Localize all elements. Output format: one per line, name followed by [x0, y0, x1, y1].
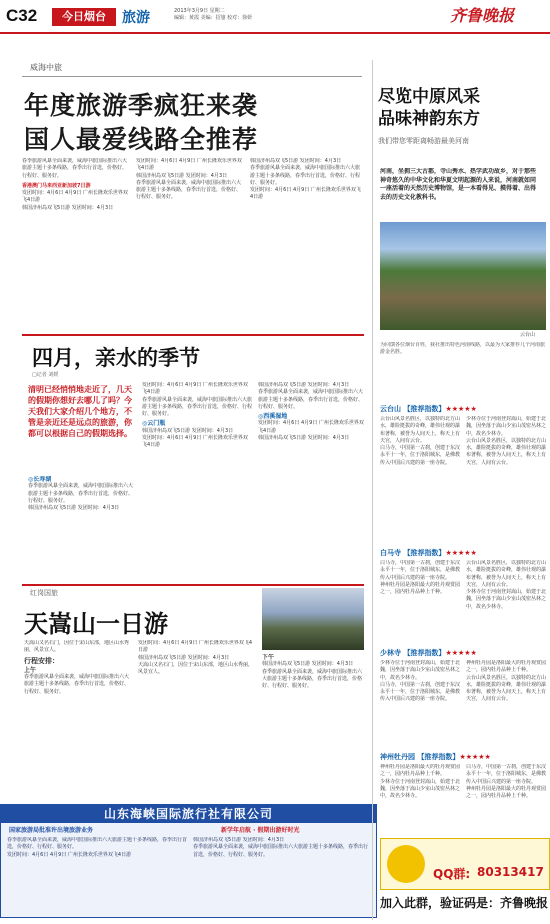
right-feature-header — [378, 86, 538, 146]
newspaper-logo: 齐鲁晚报 — [450, 6, 515, 25]
column-text: 白马寺，中国第一古刹，创建于东汉永平十一年，位于洛阳城东，是佛教传入中国后兴建的第一座寺院。 — [380, 560, 460, 581]
star-icons: ★★★★★ — [445, 649, 477, 657]
rating-tag: 【推荐指数】 — [403, 649, 446, 657]
column-text: 发团时间：4月6日 4月9日 广州长隆欢乐世界双飞4日游 — [258, 420, 364, 434]
column-text: 神州牡丹园是洛阳最大的牡丹观赏园之一，园内牡丹品种上千种。 — [466, 785, 546, 800]
column-text: 春季旅游风暴全面来袭，威海中旅国际推出六大旅游主题十多条线路，春季出行首选，价格好、行程好、服务好。 — [22, 158, 128, 179]
column-text: 春季旅游风暴全面来袭，威海中旅国际推出六大旅游主题十多条线路，春季出行首选，价格好、行程好、服务好。 — [262, 668, 363, 690]
baima-text-1 — [380, 560, 460, 642]
subsection-label: 旅游 — [122, 10, 150, 26]
ad-text: 春季旅游风暴全面来袭，威海中旅国际推出六大旅游主题十多条线路，春季出行首选，价格好、行程好、服务好。 — [193, 844, 369, 858]
ad-text: 韩国济州岛双飞5日游 发团时间：4月3日 — [193, 837, 285, 843]
spot-name: 白马寺 — [380, 549, 401, 557]
date-line: 2013年3月9日 星期二 — [174, 8, 225, 14]
column-text: 天嵩山又名石门，因位于宋山东部，地区山水秀丽，风景宜人。 — [138, 661, 254, 676]
kicker-rule — [22, 76, 362, 77]
column-text: 韩国济州岛双飞5日游 发团时间：4月3日 — [138, 654, 230, 661]
star-icons: ★★★★★ — [445, 549, 477, 557]
column-text: 发团时间：4月6日 4月9日 广州长隆欢乐世界双飞4日游 — [142, 435, 248, 449]
ad-line: 新学年启航 · 假期出游好时光 — [221, 827, 300, 834]
column-text: 天嵩山又名石门，因位于宋山东部，地区山水秀丽，风景宜人。 — [24, 640, 130, 654]
column-text: 韩国济州岛双飞5日游 发团时间：4月3日 — [250, 158, 342, 164]
ad-subtitle: 国家旅游局批准许出境旅游业务 — [9, 827, 94, 834]
right-intro: 为回馈各位烟台百姓，我社推出特色河南线路，以最为大家推荐几个河南旅游金名胜。 — [380, 342, 546, 355]
section-divider — [22, 584, 364, 586]
ad-column-right — [193, 837, 371, 913]
right-title-line2: 品味神韵东方 — [378, 109, 480, 129]
ad-title: 山东海峡国际旅行社有限公司 — [1, 805, 376, 823]
section2-column-1 — [28, 476, 136, 576]
spot-name: 云台山 — [380, 405, 401, 413]
section3-column-1 — [24, 640, 132, 800]
column-text: 神州牡丹园是洛阳最大的牡丹观赏园之一，园内牡丹品种上千种。 — [380, 581, 460, 596]
rating-tag: 【推荐指数】 — [417, 753, 460, 761]
column-text: 神州牡丹园是洛阳最大的牡丹观赏园之一，园内牡丹品种上千种。 — [380, 764, 460, 778]
shaolin-text-2 — [466, 660, 546, 746]
yuntai-text-1 — [380, 416, 460, 542]
section-badge: 今日烟台 — [52, 8, 116, 26]
column-text: 白马寺，中国第一古刹，创建于东汉永平十一年，位于洛阳城东，是佛教传入中国后兴建的第一座寺院。 — [380, 681, 460, 703]
qq-number: 80313417 — [477, 865, 544, 879]
section2-column-3 — [258, 382, 366, 578]
ad-text: 发团时间：4月6日 4月9日 广州长隆欢乐世界双飞4日游 — [7, 851, 132, 858]
story-column-2 — [136, 158, 244, 330]
mudan-text-2 — [466, 764, 546, 834]
join-group-note: 加入此群，验证码是：齐鲁晚报 — [380, 896, 549, 910]
page-number: C32 — [6, 6, 38, 25]
header-meta — [174, 8, 284, 22]
column-text: 韩国济州岛双飞5日游 发团时间：4月3日 — [258, 435, 350, 442]
column-text: 云台山风景名胜区，以独特的北方山水，雄险挺拔的奇峰，雄伟壮观的瀑布著称，被誉为人间天上，称天上有天宫，人间有云台。 — [466, 674, 546, 703]
subhead: 行程安排： — [24, 656, 59, 665]
column-text: 韩国济州岛双飞5日游 发团时间：4月3日 — [22, 204, 114, 211]
column-text: 韩国济州岛双飞5日游 发团时间：4月3日 — [262, 661, 354, 668]
subhead: ◎西溪湿地 — [258, 413, 288, 421]
column-text: 发团时间：4月6日 4月9日 广州长隆欢乐世界双飞4日游 — [250, 187, 361, 201]
subhead: 下午 — [262, 654, 275, 661]
headline-line1: 年度旅游季疯狂来袭 — [24, 91, 259, 120]
byline: □记者 刘媛 — [32, 372, 59, 378]
column-text: 白马寺，中国第一古刹，创建于东汉永平十一年，位于洛阳城东，是佛教传入中国后兴建的第一座寺院。 — [466, 764, 546, 785]
yuntai-photo — [380, 222, 546, 330]
section-lead: 清明已经悄悄地走近了，几天的假期你想好去哪儿了吗？今天我们大家介绍几个地方，不管是亲近还是远点的旅游，你都可以根据自己的假期选择。 — [28, 385, 132, 438]
ad-text: 春季旅游风暴全面来袭，威海中旅国际推出六大旅游主题十多条线路，春季出行首选，价格好、行程好、服务好。 — [7, 837, 187, 851]
column-text: 春季旅游风暴全面来袭，威海中旅国际推出六大旅游主题十多条线路，春季出行首选，价格好、行程好、服务好。 — [142, 396, 252, 418]
yuntai-text-2 — [466, 416, 546, 542]
section3-column-3 — [262, 654, 366, 800]
shaolin-text-1 — [380, 660, 460, 746]
column-text: 云台山风景名胜区，以独特的北方山水，雄险挺拔的奇峰，雄伟壮观的瀑布著称，被誉为人间天上，称天上有天宫，人间有云台。 — [466, 560, 546, 588]
column-text: 少林寺位于河南登封嵩山，始建于北魏，因坐落于嵩山少室山茂密丛林之中，故名少林寺。 — [380, 660, 460, 681]
column-text: 发团时间：4月6日 4月9日 广州长隆欢乐世界双飞4日游 — [138, 640, 253, 654]
column-text: 发团时间：4月6日 4月9日 广州长隆欢乐世界双飞4日游 — [22, 190, 128, 204]
right-lead: 河南，坐拥三大古都，寺山秀水、热学武功故乡，对于那些神奇悠久的中华文化和华夏文明起源的人来说，河南就如同一座活着的天然历史博物馆，是一本看得见、摸得着、出得去的历史文化教科书。 — [380, 168, 537, 201]
rating-tag: 【推荐指数】 — [403, 405, 446, 413]
spot-name: 少林寺 — [380, 649, 401, 657]
column-text: 春季旅游风暴全面来袭，威海中旅国际推出六大旅游主题十多条线路，春季出行首选，价格好、行程好、服务好。 — [28, 483, 134, 504]
qq-label: QQ群: — [433, 867, 471, 881]
rating-mudan — [380, 752, 491, 762]
column-text: 发团时间：4月6日 4月9日 广州长隆欢乐世界双飞4日游 — [136, 158, 242, 172]
subhead: ◎云门瓶 — [142, 420, 166, 428]
subhead: 上午 — [24, 666, 37, 674]
photo-caption: 云台山 — [520, 332, 536, 338]
rating-shaolin — [380, 648, 477, 658]
mountain-photo — [262, 588, 364, 650]
subhead: ◎长寿湖 — [28, 476, 52, 483]
rating-tag: 【推荐指数】 — [403, 549, 446, 557]
page-header — [0, 0, 550, 34]
story-kicker: 威海中旅 — [30, 63, 62, 72]
promo-emblem-icon — [387, 845, 425, 883]
column-text: 白马寺，中国第一古刹，创建于东汉永平十一年，位于洛阳城东，是佛教传入中国后兴建的第一座寺院。 — [380, 445, 460, 466]
headline-line2: 国人最爱线路全推荐 — [24, 125, 259, 154]
story-column-1 — [22, 158, 130, 330]
column-text: 发团时间：4月6日 4月9日 广州长隆欢乐世界双飞4日游 — [142, 382, 248, 396]
travel-agency-ad — [0, 804, 377, 918]
column-text: 春季旅游风暴全面来袭，威海中旅国际推出六大旅游主题十多条线路，春季出行首选，价格好、行程好、服务好。 — [136, 179, 242, 201]
column-text: 少林寺位于河南登封嵩山，始建于北魏，因坐落于嵩山少室山茂密丛林之中，故名少林寺。 — [466, 589, 546, 610]
route-title: 香港澳门马来西亚新加坡7日游 — [22, 182, 91, 189]
column-text: 韩国济州岛双飞5日游 发团时间：4月3日 — [258, 382, 350, 388]
section3-column-2 — [138, 640, 256, 800]
column-text: 韩国济州岛双飞5日游 发团时间：4月3日 — [28, 505, 120, 512]
column-text: 韩国济州岛双飞5日游 发团时间：4月3日 — [136, 172, 228, 179]
story-column-3 — [250, 158, 362, 330]
mudan-text-1 — [380, 764, 460, 834]
column-text: 少林寺位于河南登封嵩山，始建于北魏，因坐落于嵩山少室山茂密丛林之中，故名少林寺。 — [380, 778, 460, 800]
column-text: 云台山风景名胜区，以独特的北方山水，雄险挺拔的奇峰，雄伟壮观的瀑布著称，被誉为人间天上，称天上有天宫，人间有云台。 — [380, 416, 460, 444]
rating-yuntai — [380, 404, 477, 414]
right-title-line1: 尽览中原风采 — [378, 87, 480, 107]
section-title: 四月，亲水的季节 — [32, 346, 200, 370]
right-subtitle: 我们带您零距离畅游最美河南 — [378, 137, 469, 145]
column-text: 云台山风景名胜区，以独特的北方山水，雄险挺拔的奇峰，雄伟壮观的瀑布著称，被誉为人间天上，称天上有天宫，人间有云台。 — [466, 437, 546, 466]
section-divider — [22, 334, 364, 336]
section3-kicker: 红岗国旅 — [30, 589, 58, 597]
ad-column-left — [7, 837, 187, 913]
editor-line: 编辑：黄霞 美编：招鋆 校对：徐妍 — [174, 15, 253, 21]
spot-name: 神州牡丹园 — [380, 753, 415, 761]
column-text: 少林寺位于河南登封嵩山，始建于北魏，因坐落于嵩山少室山茂密丛林之中，故名少林寺。 — [466, 416, 546, 437]
column-rule — [372, 60, 373, 920]
section2-column-2 — [142, 382, 252, 578]
column-text: 神州牡丹园是洛阳最大的牡丹观赏园之一，园内牡丹品种上千种。 — [466, 660, 546, 674]
baima-text-2 — [466, 560, 546, 642]
column-text: 春季旅游风暴全面来袭，威海中旅国际推出六大旅游主题十多条线路，春季出行首选，价格好、行程好、服务好。 — [24, 674, 130, 695]
column-text: 春季旅游风暴全面来袭，威海中旅国际推出六大旅游主题十多条线路，春季出行首选，价格好、行程好、服务好。 — [258, 389, 364, 410]
column-text: 春季旅游风暴全面来袭，威海中旅国际推出六大旅游主题十多条线路，春季出行首选，价格好、行程好、服务好。 — [250, 165, 361, 186]
qq-group-promo — [380, 838, 550, 890]
star-icons: ★★★★★ — [445, 405, 477, 413]
rating-baima — [380, 548, 477, 558]
star-icons: ★★★★★ — [459, 753, 491, 761]
column-text: 韩国济州岛双飞5日游 发团时间：4月3日 — [142, 427, 234, 434]
section3-title: 天嵩山一日游 — [24, 610, 168, 638]
